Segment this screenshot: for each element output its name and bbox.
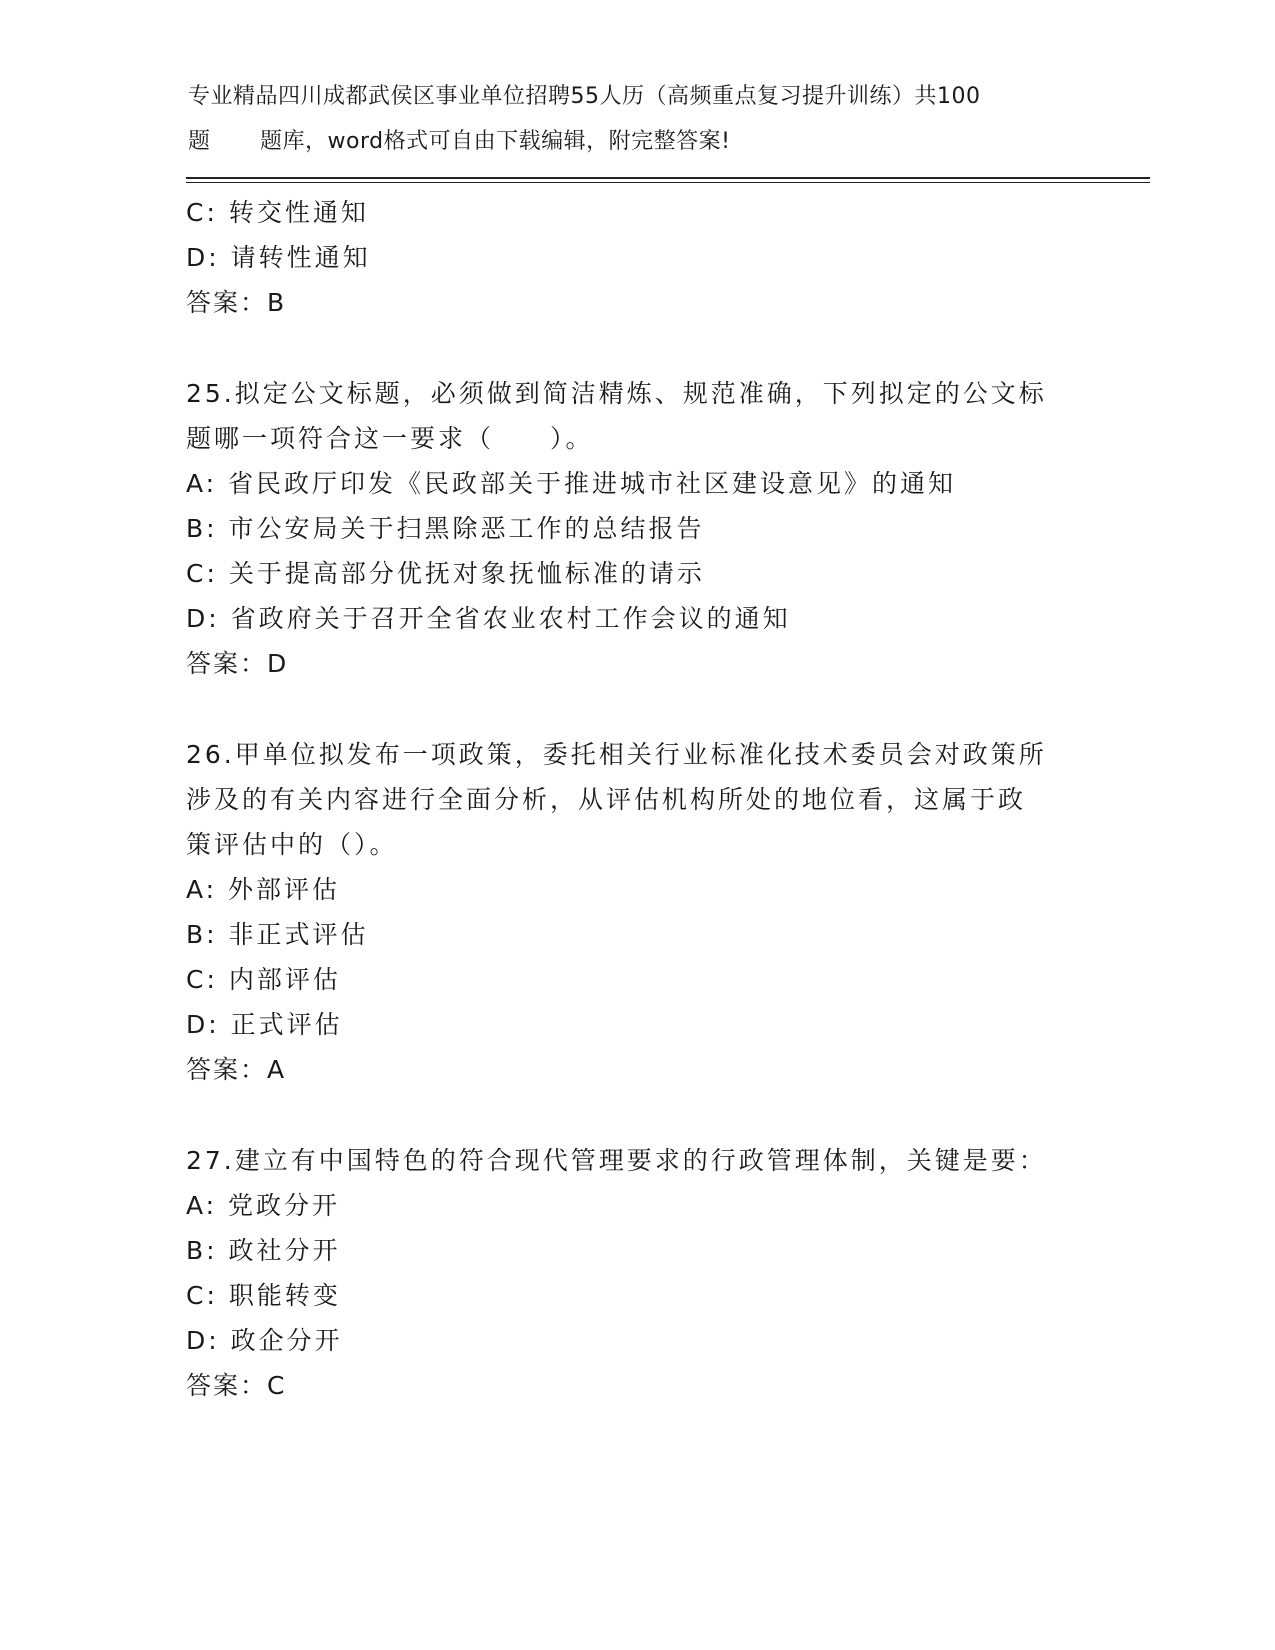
answer-line: 答案：A xyxy=(186,1055,287,1084)
spacer xyxy=(186,1092,1086,1138)
option-line: D: 正式评估 xyxy=(186,1010,343,1039)
option-line: D: 政企分开 xyxy=(186,1326,343,1355)
page-header xyxy=(188,74,1068,164)
header-divider xyxy=(186,182,1150,183)
option-line: C: 关于提高部分优抚对象抚恤标准的请示 xyxy=(186,559,705,588)
question-26 xyxy=(186,732,1086,1092)
prev-question-tail xyxy=(186,190,1086,325)
option-line: A: 外部评估 xyxy=(186,875,341,904)
header-title-fragment: 题 xyxy=(188,129,211,154)
option-line: B: 市公安局关于扫黑除恶工作的总结报告 xyxy=(186,514,705,543)
question-25 xyxy=(186,371,1086,686)
document-body xyxy=(186,190,1086,1408)
question-stem-line: 策评估中的（）。 xyxy=(186,830,398,859)
option-line: C: 内部评估 xyxy=(186,965,341,994)
header-title-fragment: 题库，word格式可自由下载编辑，附完整答案! xyxy=(260,129,731,154)
option-line: B: 非正式评估 xyxy=(186,920,369,949)
option-line: C: 职能转变 xyxy=(186,1281,341,1310)
question-stem-line: 涉及的有关内容进行全面分析，从评估机构所处的地位看，这属于政 xyxy=(186,785,1027,814)
question-stem-line: 26.甲单位拟发布一项政策，委托相关行业标准化技术委员会对政策所 xyxy=(186,740,1047,769)
question-stem-line: 题哪一项符合这一要求（ ）。 xyxy=(186,424,594,453)
option-line: A: 党政分开 xyxy=(186,1191,341,1220)
option-line: B: 政社分开 xyxy=(186,1236,341,1265)
option-line: C: 转交性通知 xyxy=(186,198,369,227)
answer-line: 答案：C xyxy=(186,1371,287,1400)
option-line: D: 省政府关于召开全省农业农村工作会议的通知 xyxy=(186,604,791,633)
option-line: D: 请转性通知 xyxy=(186,243,371,272)
question-27 xyxy=(186,1138,1086,1408)
option-line: A: 省民政厅印发《民政部关于推进城市社区建设意见》的通知 xyxy=(186,469,957,498)
header-title-line-2 xyxy=(188,119,1068,164)
spacer xyxy=(186,325,1086,371)
header-title-line-1: 专业精品四川成都武侯区事业单位招聘55人历（高频重点复习提升训练）共100 xyxy=(188,84,981,109)
spacer xyxy=(186,686,1086,732)
answer-line: 答案：D xyxy=(186,649,289,678)
answer-line: 答案：B xyxy=(186,288,287,317)
question-stem-line: 27.建立有中国特色的符合现代管理要求的行政管理体制，关键是要： xyxy=(186,1146,1047,1175)
header-divider xyxy=(186,177,1150,179)
question-stem-line: 25.拟定公文标题，必须做到简洁精炼、规范准确，下列拟定的公文标 xyxy=(186,379,1047,408)
